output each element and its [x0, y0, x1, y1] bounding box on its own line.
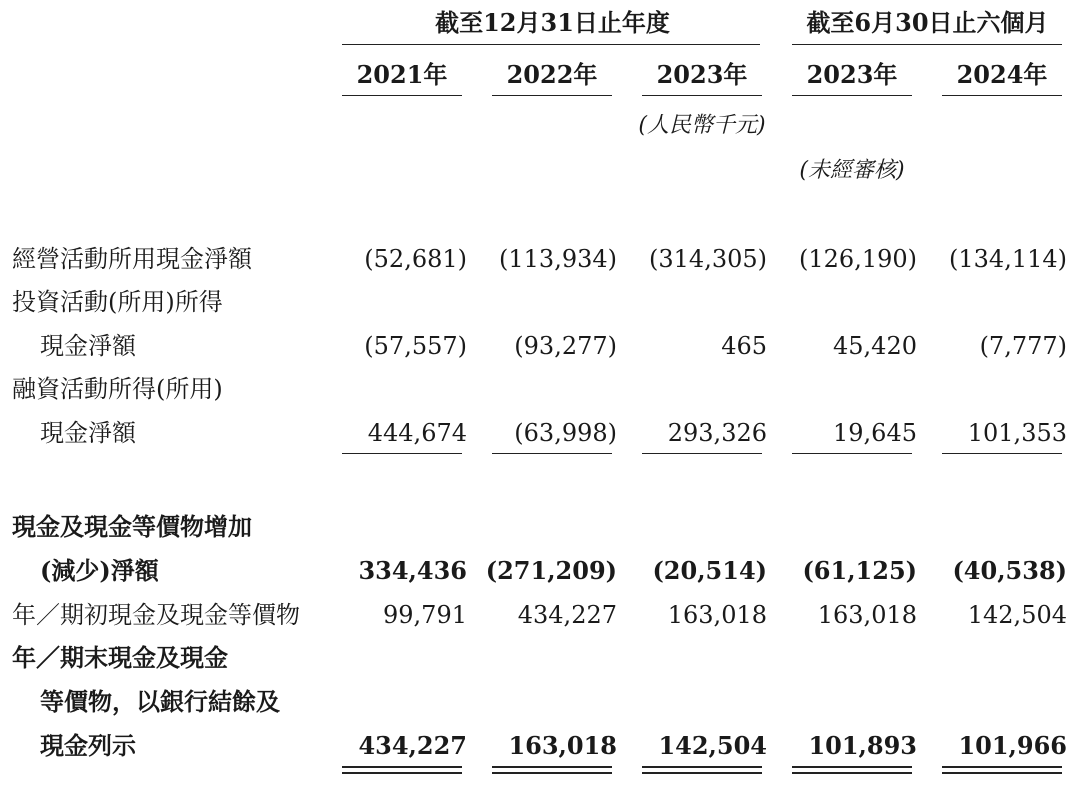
- subtotal-rule-2022: [492, 453, 612, 454]
- row-label-closing-cash-line2: 等價物，以銀行結餘及: [40, 687, 280, 716]
- cell-operating-2022: (113,934): [499, 245, 617, 273]
- cell-financing-2024: 101,353: [967, 419, 1067, 447]
- header-group-fiscal-year-rule: [342, 44, 760, 45]
- total-double-rule-bottom-2022: [492, 772, 612, 774]
- total-double-rule-bottom-2023-fy: [642, 772, 762, 774]
- cell-financing-2023-fy: 293,326: [667, 419, 767, 447]
- row-label-operating: 經營活動所用現金淨額: [12, 245, 252, 273]
- cell-opening-cash-2021: 99,791: [383, 601, 467, 629]
- subtotal-rule-2023-fy: [642, 453, 762, 454]
- cell-investing-2023-fy: 465: [721, 332, 767, 360]
- cell-operating-2023-fy: (314,305): [649, 245, 767, 273]
- cell-investing-2023-h1: 45,420: [833, 332, 917, 360]
- unaudited-note: (未經審核): [799, 158, 905, 183]
- cell-opening-cash-2023-h1: 163,018: [817, 601, 917, 629]
- row-label-net-change-line2: (減少)淨額: [40, 556, 159, 585]
- row-label-investing-line1: 投資活動(所用)所得: [12, 288, 223, 316]
- year-header-2024-rule: [942, 95, 1062, 96]
- cell-operating-2024: (134,114): [949, 245, 1067, 273]
- subtotal-rule-2024: [942, 453, 1062, 454]
- year-header-2023-h1-rule: [792, 95, 912, 96]
- year-header-2023-fy-rule: [642, 95, 762, 96]
- cell-investing-2021: (57,557): [364, 332, 467, 360]
- cell-closing-cash-2022: 163,018: [508, 731, 617, 760]
- row-label-net-change-line1: 現金及現金等價物增加: [12, 512, 252, 541]
- total-double-rule-bottom-2023-h1: [792, 772, 912, 774]
- cell-opening-cash-2024: 142,504: [967, 601, 1067, 629]
- total-double-rule-top-2023-h1: [792, 766, 912, 768]
- row-label-closing-cash-line1: 年／期末現金及現金: [12, 643, 228, 672]
- cell-investing-2022: (93,277): [514, 332, 617, 360]
- total-double-rule-bottom-2021: [342, 772, 462, 774]
- year-header-2023-h1: 2023年: [806, 60, 898, 89]
- year-header-2022-rule: [492, 95, 612, 96]
- cell-closing-cash-2024: 101,966: [958, 731, 1067, 760]
- year-header-2021-rule: [342, 95, 462, 96]
- header-group-fiscal-year: 截至12月31日止年度: [435, 8, 670, 37]
- total-double-rule-top-2022: [492, 766, 612, 768]
- year-header-2022: 2022年: [506, 60, 598, 89]
- year-header-2024: 2024年: [956, 60, 1048, 89]
- cell-closing-cash-2021: 434,227: [358, 731, 467, 760]
- cell-investing-2024: (7,777): [979, 332, 1067, 360]
- year-header-2021: 2021年: [356, 60, 448, 89]
- year-header-2023-fy: 2023年: [656, 60, 748, 89]
- subtotal-rule-2023-h1: [792, 453, 912, 454]
- subtotal-rule-2021: [342, 453, 462, 454]
- cell-operating-2023-h1: (126,190): [799, 245, 917, 273]
- cell-financing-2021: 444,674: [367, 419, 467, 447]
- cell-net-change-2023-fy: (20,514): [652, 556, 767, 585]
- header-group-six-months: 截至6月30日止六個月: [806, 8, 1049, 37]
- row-label-closing-cash-line3: 現金列示: [40, 731, 136, 760]
- cell-net-change-2022: (271,209): [485, 556, 617, 585]
- cell-financing-2023-h1: 19,645: [833, 419, 917, 447]
- header-group-six-months-rule: [792, 44, 1062, 45]
- unit-note: (人民幣千元): [638, 113, 766, 138]
- cell-net-change-2024: (40,538): [952, 556, 1067, 585]
- total-double-rule-top-2023-fy: [642, 766, 762, 768]
- row-label-financing-line1: 融資活動所得(所用): [12, 375, 223, 403]
- cell-opening-cash-2022: 434,227: [517, 601, 617, 629]
- cell-opening-cash-2023-fy: 163,018: [667, 601, 767, 629]
- total-double-rule-top-2021: [342, 766, 462, 768]
- row-label-investing-line2: 現金淨額: [40, 332, 136, 360]
- cell-closing-cash-2023-h1: 101,893: [808, 731, 917, 760]
- cell-closing-cash-2023-fy: 142,504: [658, 731, 767, 760]
- row-label-financing-line2: 現金淨額: [40, 419, 136, 447]
- total-double-rule-bottom-2024: [942, 772, 1062, 774]
- cell-operating-2021: (52,681): [364, 245, 467, 273]
- row-label-opening-cash: 年／期初現金及現金等價物: [12, 601, 300, 629]
- cell-net-change-2023-h1: (61,125): [802, 556, 917, 585]
- cell-financing-2022: (63,998): [514, 419, 617, 447]
- cell-net-change-2021: 334,436: [358, 556, 467, 585]
- total-double-rule-top-2024: [942, 766, 1062, 768]
